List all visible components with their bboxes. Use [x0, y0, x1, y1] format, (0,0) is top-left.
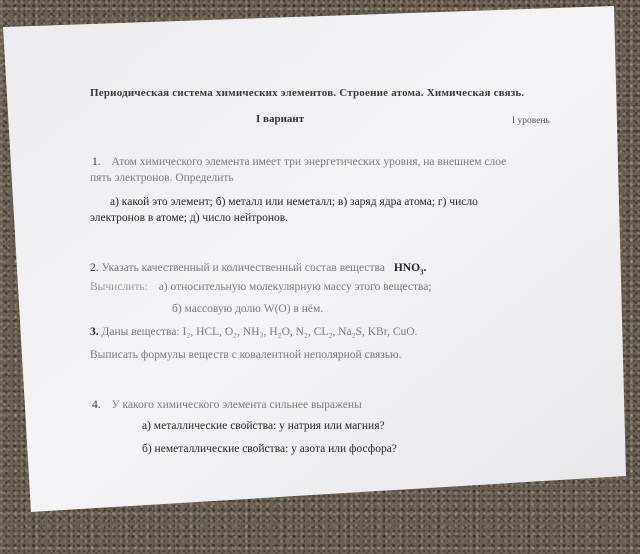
question-4-number: 4.	[92, 399, 101, 411]
question-3-line-2: Выписать формулы веществ с ковалентной неполярной связью.	[90, 349, 402, 361]
question-2-subtask-a: а) относительную молекулярную массу этого вещества;	[158, 281, 432, 293]
question-1-line-2: пять электронов. Определить	[90, 172, 234, 184]
question-2-prefix: Вычислить:	[90, 281, 148, 293]
question-2-formula	[393, 262, 427, 277]
question-4-option-b: б) неметаллические свойства: у азота или фосфора?	[142, 443, 397, 455]
question-4-text: У какого химического элемента сильнее выражены	[111, 399, 362, 411]
formula-subscript: 3	[420, 268, 424, 277]
question-3-text: Даны вещества: I₂, HCL, O₂, NH₃, H₂O, N₂, CL₂, Na₂S, KBr, CuO.	[101, 326, 418, 338]
question-4-option-a: а) металлические свойства: у натрия или магния?	[142, 420, 385, 432]
document-title: Периодическая система химических элементов. Строение атома. Химическая связь.	[90, 87, 525, 99]
variant-label: I вариант	[256, 113, 305, 125]
formula-end: .	[423, 262, 427, 274]
question-2-line-1	[90, 262, 426, 276]
question-2-subtask-b: б) массовую долю W(O) в нём.	[172, 303, 324, 315]
level-label: I уровень	[512, 116, 550, 126]
formula-main: HNO	[393, 262, 421, 274]
question-1-line-4: электронов в атоме; д) число нейтронов.	[90, 212, 289, 224]
question-2-number: 2.	[90, 262, 99, 274]
question-3-number: 3.	[90, 326, 99, 338]
question-1-text: Атом химического элемента имеет три энергетических уровня, на внешнем слое	[111, 156, 507, 168]
question-1-line-1	[92, 156, 506, 168]
question-4-line-1	[92, 399, 362, 411]
question-2-line-2	[90, 281, 432, 293]
question-1-line-3: а) какой это элемент; б) металл или неметалл; в) заряд ядра атома; г) число	[110, 196, 478, 208]
question-2-text: Указать качественный и количественный состав вещества	[101, 262, 385, 274]
question-1-number: 1.	[92, 156, 101, 168]
question-3-line-1	[90, 326, 417, 338]
